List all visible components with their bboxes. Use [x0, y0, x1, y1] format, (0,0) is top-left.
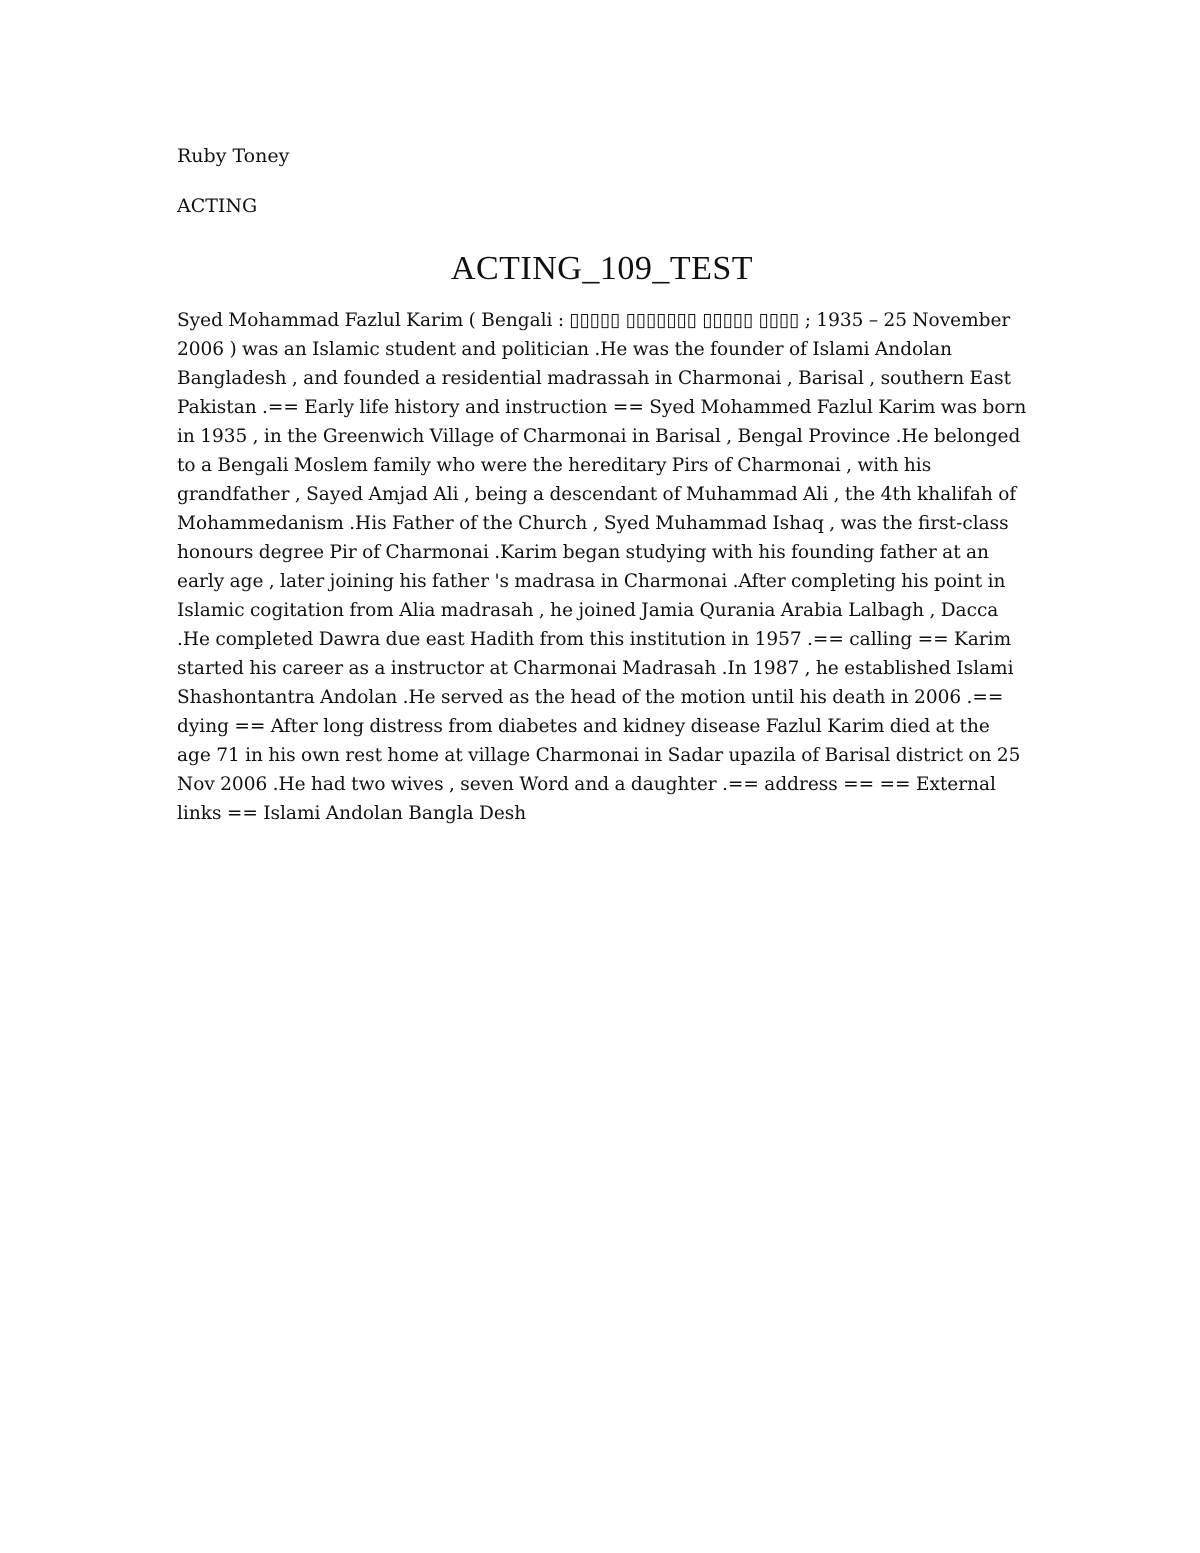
course-name: ACTING	[177, 195, 258, 217]
author-name: Ruby Toney	[177, 145, 290, 167]
document-content	[177, 140, 1027, 828]
document-title: ACTING_109_TEST	[450, 250, 754, 287]
body-paragraph: Syed Mohammad Fazlul Karim ( Bengali : ▯▯▯▯▯ ▯▯▯▯▯▯▯ ▯▯▯▯▯ ▯▯▯▯ ; 1935 – 25 November 2006 ) was an Islamic student and politician .He was the founder of Islami Andolan Bangladesh , and founded a residential madrassah in Charmonai , Barisal , southern East Pakistan .== Early life history and instruction == Syed Mohammed Fazlul Karim was born in 1935 , in the Greenwich Village of Charmonai in Barisal , Bengal Province .He belonged to a Bengali Moslem family who were the hereditary Pirs of Charmonai , with his grandfather , Sayed Amjad Ali , being a descendant of Muhammad Ali , the 4th khalifah of Mohammedanism .His Father of the Church , Syed Muhammad Ishaq , was the first-class honours degree Pir of Charmonai .Karim began studying with his founding father at an early age , later joining his father 's madrasa in Charmonai .After completing his point in Islamic cogitation from Alia madrasah , he joined Jamia Qurania Arabia Lalbagh , Dacca .He completed Dawra due east Hadith from this institution in 1957 .== calling == Karim started his career as a instructor at Charmonai Madrasah .In 1987 , he established Islami Shashontantra Andolan .He served as the head of the motion until his death in 2006 .== dying == After long distress from diabetes and kidney disease Fazlul Karim died at the age 71 in his own rest home at village Charmonai in Sadar upazila of Barisal district on 25 Nov 2006 .He had two wives , seven Word and a daughter .== address == == External links == Islami Andolan Bangla Desh	[177, 310, 1027, 824]
